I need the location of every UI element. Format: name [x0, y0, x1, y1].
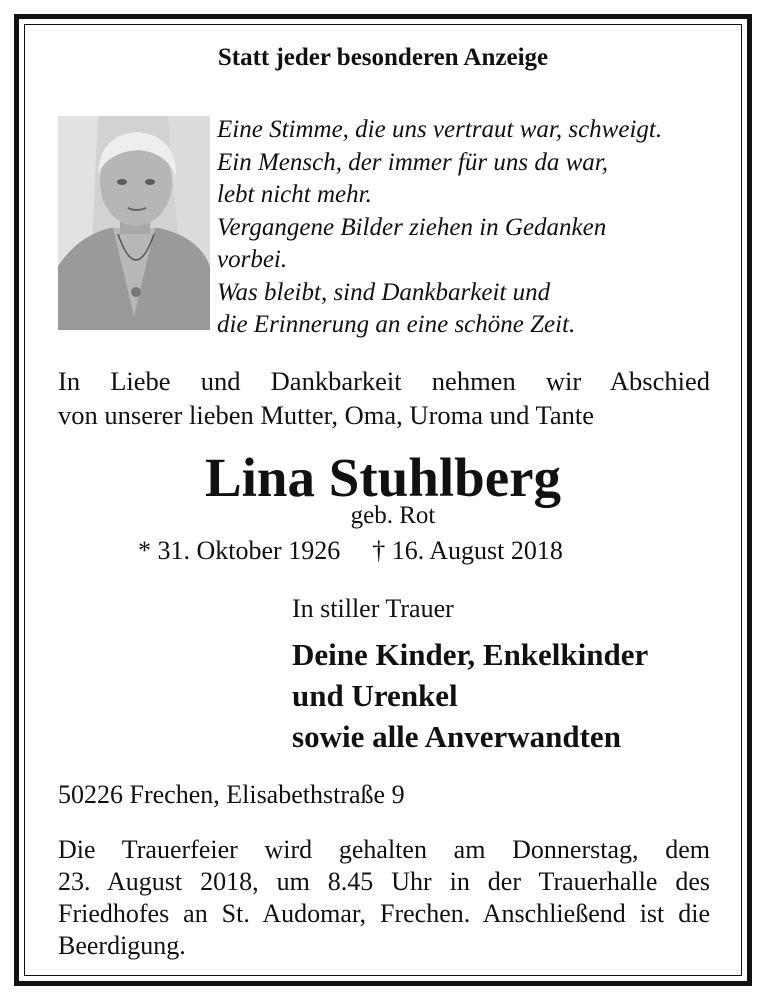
notice-line: Friedhofes an St. Audomar, Frechen. Anschließend ist die	[58, 899, 710, 928]
poem-line: Was bleibt, sind Dankbarkeit und	[217, 278, 551, 306]
portrait-image	[58, 116, 210, 330]
mourners-list	[292, 634, 648, 757]
header-title: Statt jeder besonderen Anzeige	[217, 44, 549, 71]
birth-date: * 31. Oktober 1926	[138, 536, 341, 565]
poem-line: Ein Mensch, der immer für uns da war,	[217, 148, 608, 176]
intro-text	[58, 364, 710, 432]
mourner-line: und Urenkel	[292, 678, 458, 713]
poem	[217, 114, 727, 342]
intro-line: von unserer lieben Mutter, Oma, Uroma und Tante	[58, 400, 595, 430]
portrait-photo	[58, 116, 210, 330]
notice-line: Die Trauerfeier wird gehalten am Donnerstag, dem	[58, 835, 710, 864]
deceased-name: Lina Stuhlberg	[204, 447, 562, 508]
notice-line: 23. August 2018, um 8.45 Uhr in der Trauerhalle des	[58, 867, 710, 896]
notice-line: Beerdigung.	[58, 931, 186, 960]
mourner-line: Deine Kinder, Enkelkinder	[292, 637, 649, 672]
funeral-notice	[58, 834, 710, 962]
mourning-label: In stiller Trauer	[292, 594, 454, 623]
poem-line: die Erinnerung an eine schöne Zeit.	[217, 311, 576, 338]
birth-name: geb. Rot	[350, 502, 436, 529]
poem-line: Eine Stimme, die uns vertraut war, schweigt.	[217, 116, 663, 143]
poem-line: Vergangene Bilder ziehen in Gedanken	[217, 213, 607, 241]
mourner-line: sowie alle Anverwandten	[292, 719, 621, 754]
poem-line: vorbei.	[217, 246, 288, 273]
death-date: † 16. August 2018	[372, 536, 563, 565]
poem-line: lebt nicht mehr.	[217, 181, 372, 208]
intro-line: In Liebe und Dankbarkeit nehmen wir Abschied	[58, 366, 710, 396]
life-dates	[138, 536, 563, 566]
address: 50226 Frechen, Elisabethstraße 9	[58, 780, 405, 809]
